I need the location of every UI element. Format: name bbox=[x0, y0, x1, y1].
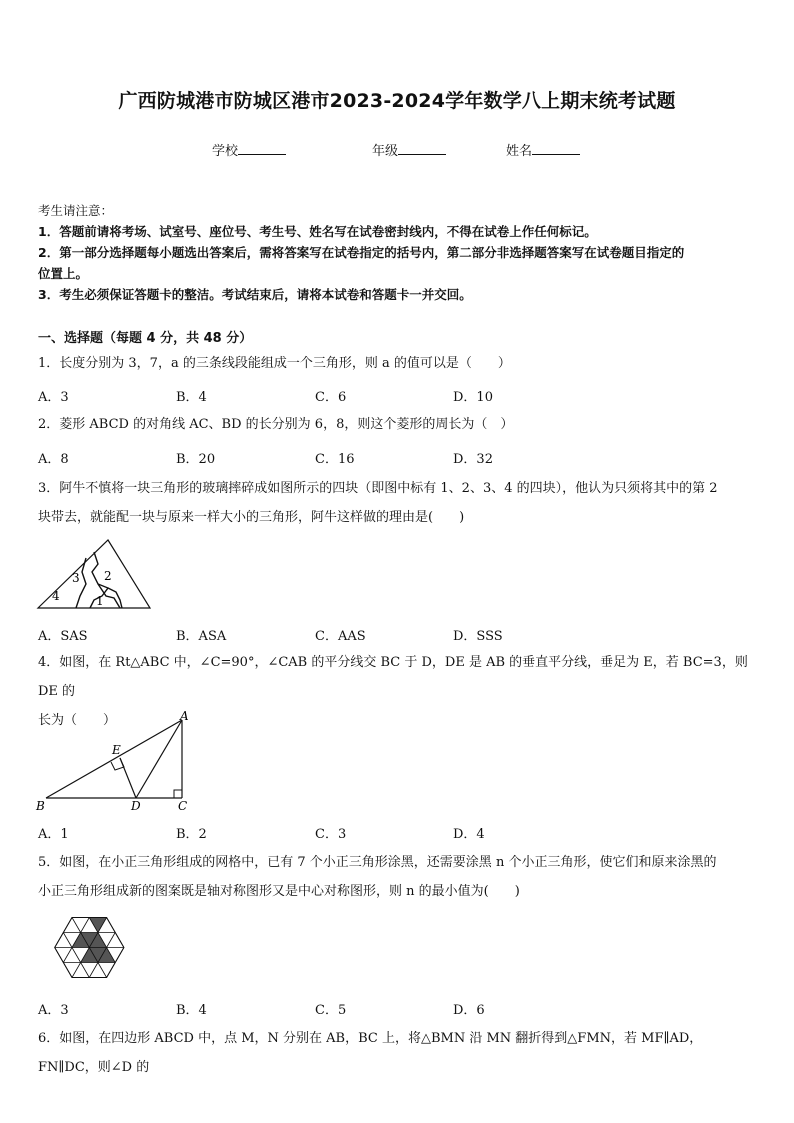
notice-item: 位置上。 bbox=[38, 266, 89, 281]
vertex-label-a: A bbox=[180, 709, 189, 723]
name-label: 姓名 bbox=[506, 144, 533, 159]
grade-label: 年级 bbox=[372, 144, 399, 159]
notice-item: 3．考生必须保证答题卡的整洁。考试结束后，请将本试卷和答题卡一并交回。 bbox=[38, 287, 472, 302]
grade-field[interactable] bbox=[372, 140, 446, 159]
question-4-options bbox=[38, 823, 758, 843]
option-d[interactable]: D．4 bbox=[453, 827, 485, 842]
option-c[interactable]: C．5 bbox=[315, 1003, 347, 1018]
option-a[interactable]: A．3 bbox=[38, 390, 69, 405]
school-blank[interactable] bbox=[238, 142, 286, 155]
option-a[interactable]: A．SAS bbox=[38, 629, 88, 644]
page-title: 广西防城港市防城区港市2023-2024学年数学八上期末统考试题 bbox=[118, 90, 676, 112]
question-3-line-1: 3．阿牛不慎将一块三角形的玻璃摔碎成如图所示的四块（即图中标有 1、2、3、4 的四块），他认为只须将其中的第 2 bbox=[38, 481, 718, 496]
question-4-line-2: 长为（ ） bbox=[38, 713, 117, 728]
question-5-line-2: 小正三角形组成新的图案既是轴对称图形又是中心对称图形，则 n 的最小值为( ) bbox=[38, 884, 520, 899]
vertex-label-c: C bbox=[178, 799, 188, 813]
section-heading: 一、选择题（每题 4 分，共 48 分） bbox=[38, 331, 253, 346]
question-5-options bbox=[38, 999, 758, 1019]
vertex-label-d: D bbox=[131, 799, 141, 813]
question-6: 6．如图，在四边形 ABCD 中，点 M，N 分别在 AB，BC 上，将△BMN 沿 MN 翻折得到△FMN，若 MF∥AD，FN∥DC，则∠D 的 bbox=[38, 1031, 703, 1075]
option-d[interactable]: D．32 bbox=[453, 452, 493, 467]
option-a[interactable]: A．1 bbox=[38, 827, 69, 842]
question-2: 2．菱形 ABCD 的对角线 AC、BD 的长分别为 6，8，则这个菱形的周长为（ ） bbox=[38, 417, 514, 432]
hexagon-grid-figure bbox=[52, 914, 132, 988]
name-blank[interactable] bbox=[532, 142, 580, 155]
question-3-line-2: 块带去，就能配一块与原来一样大小的三角形，阿牛这样做的理由是( ) bbox=[38, 510, 465, 525]
vertex-label-e: E bbox=[112, 743, 121, 757]
option-b[interactable]: B．2 bbox=[176, 827, 207, 842]
piece-label-3: 3 bbox=[72, 571, 80, 585]
option-c[interactable]: C．6 bbox=[315, 390, 347, 405]
question-5 bbox=[38, 848, 758, 906]
option-d[interactable]: D．SSS bbox=[453, 629, 503, 644]
option-b[interactable]: B．4 bbox=[176, 1003, 207, 1018]
notice-block bbox=[38, 200, 758, 305]
school-label: 学校 bbox=[212, 144, 239, 159]
question-4-line-1: 4．如图，在 Rt△ABC 中，∠C=90°，∠CAB 的平分线交 BC 于 D，DE 是 AB 的垂直平分线，垂足为 E，若 BC=3，则 DE 的 bbox=[38, 655, 748, 699]
notice-heading: 考生请注意： bbox=[38, 203, 114, 218]
broken-triangle-figure bbox=[36, 538, 154, 612]
question-3 bbox=[38, 474, 758, 532]
option-c[interactable]: C．3 bbox=[315, 827, 347, 842]
piece-label-1: 1 bbox=[96, 594, 104, 608]
vertex-label-b: B bbox=[36, 799, 45, 813]
notice-item: 2．第一部分选择题每小题选出答案后，需将答案写在试卷指定的括号内，第二部分非选择题答案写在试卷题目指定的 bbox=[38, 245, 685, 260]
question-1: 1．长度分别为 3，7，a 的三条线段能组成一个三角形，则 a 的值可以是（ ） bbox=[38, 356, 511, 371]
question-2-options bbox=[38, 448, 758, 468]
piece-label-4: 4 bbox=[52, 589, 60, 603]
name-field[interactable] bbox=[506, 140, 580, 159]
school-field[interactable] bbox=[212, 140, 286, 159]
notice-item: 1．答题前请将考场、试室号、座位号、考生号、姓名写在试卷密封线内，不得在试卷上作任何标记。 bbox=[38, 224, 597, 239]
option-c[interactable]: C．16 bbox=[315, 452, 355, 467]
question-3-options bbox=[38, 625, 758, 645]
option-d[interactable]: D．10 bbox=[453, 390, 493, 405]
option-b[interactable]: B．ASA bbox=[176, 629, 227, 644]
option-a[interactable]: A．8 bbox=[38, 452, 69, 467]
option-c[interactable]: C．AAS bbox=[315, 629, 366, 644]
question-5-line-1: 5．如图，在小正三角形组成的网格中，已有 7 个小正三角形涂黑，还需要涂黑 n 个小正三角形，使它们和原来涂黑的 bbox=[38, 855, 717, 870]
option-a[interactable]: A．3 bbox=[38, 1003, 69, 1018]
option-b[interactable]: B．4 bbox=[176, 390, 207, 405]
option-b[interactable]: B．20 bbox=[176, 452, 216, 467]
question-1-options bbox=[38, 386, 758, 406]
right-triangle-figure bbox=[34, 708, 196, 816]
piece-label-2: 2 bbox=[104, 569, 112, 583]
grade-blank[interactable] bbox=[398, 142, 446, 155]
option-d[interactable]: D．6 bbox=[453, 1003, 485, 1018]
